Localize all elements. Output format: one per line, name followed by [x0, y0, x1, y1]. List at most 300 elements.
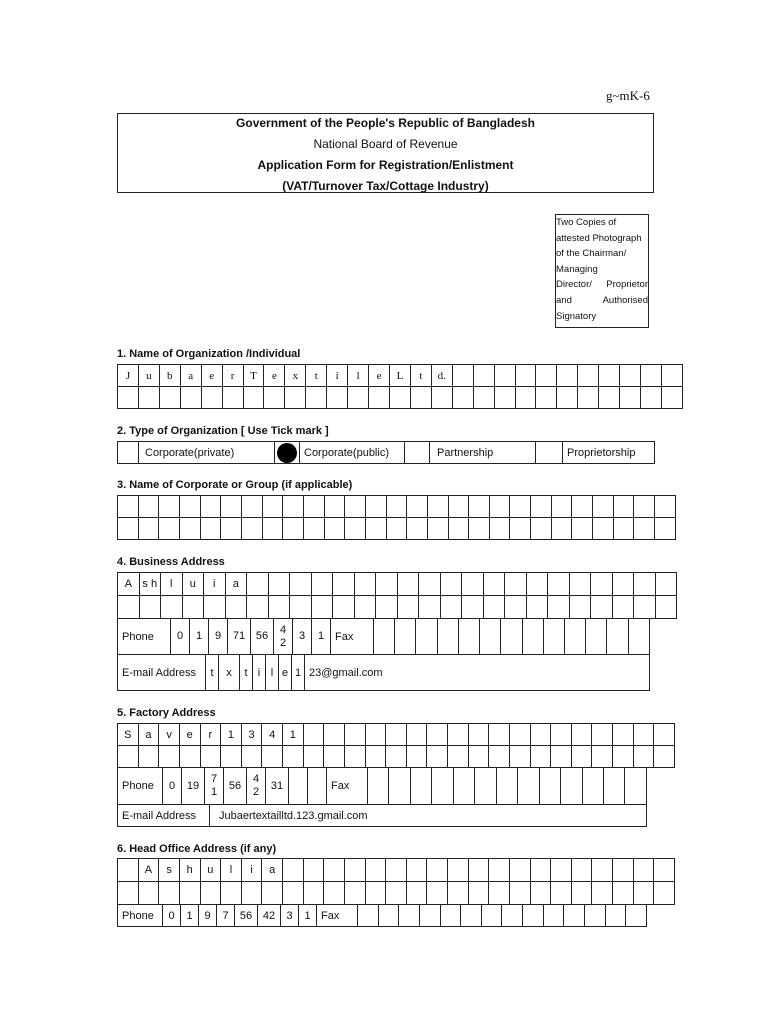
name-char-cell[interactable] [536, 365, 557, 387]
business-address-cell[interactable] [268, 573, 290, 596]
business-fax-cell[interactable] [501, 619, 522, 655]
checkbox-partnership[interactable] [405, 442, 430, 464]
factory-fax-cell[interactable] [539, 768, 560, 805]
factory-address-cell[interactable] [448, 746, 469, 768]
factory-address-cell[interactable] [571, 746, 592, 768]
name-char-cell[interactable] [180, 387, 201, 409]
checkbox-corporate-private[interactable] [118, 442, 139, 464]
factory-phone-digit[interactable]: 31 [266, 768, 289, 805]
name-char-cell[interactable]: x [285, 365, 306, 387]
corporate-char-cell[interactable] [655, 518, 676, 540]
business-address-cell[interactable] [225, 596, 247, 619]
name-char-cell[interactable] [243, 387, 264, 409]
business-fax-cell[interactable] [564, 619, 585, 655]
head-office-address-cell[interactable] [468, 882, 489, 905]
head-office-address-cell[interactable] [283, 859, 304, 882]
head-office-address-cell[interactable] [324, 882, 345, 905]
corporate-char-cell[interactable] [510, 518, 531, 540]
head-office-address-cell[interactable] [613, 859, 634, 882]
factory-fax-cell[interactable] [561, 768, 582, 805]
business-address-cell[interactable]: a [225, 573, 247, 596]
factory-address-cell[interactable] [262, 746, 283, 768]
factory-fax-cell[interactable] [518, 768, 539, 805]
factory-address-cell[interactable]: 1 [221, 724, 242, 746]
head-office-address-cell[interactable]: i [241, 859, 262, 882]
head-office-address-cell[interactable] [654, 882, 675, 905]
name-char-cell[interactable] [661, 387, 682, 409]
head-office-fax-cell[interactable] [481, 905, 502, 927]
name-char-cell[interactable] [327, 387, 348, 409]
business-fax-cell[interactable] [374, 619, 395, 655]
business-address-cell[interactable] [634, 573, 656, 596]
business-address-cell[interactable] [247, 596, 269, 619]
head-office-address-cell[interactable]: u [200, 859, 221, 882]
factory-address-cell[interactable] [509, 746, 530, 768]
business-fax-cell[interactable] [607, 619, 628, 655]
name-char-cell[interactable] [369, 387, 390, 409]
factory-address-cell[interactable] [427, 724, 448, 746]
corporate-char-cell[interactable] [531, 496, 552, 518]
head-office-address-cell[interactable] [551, 882, 572, 905]
factory-address-cell[interactable]: v [159, 724, 180, 746]
business-address-cell[interactable] [526, 573, 548, 596]
corporate-char-cell[interactable] [448, 518, 469, 540]
head-office-fax-cell[interactable] [502, 905, 523, 927]
business-phone-digit[interactable]: 3 [293, 619, 312, 655]
head-office-address-cell[interactable] [571, 882, 592, 905]
name-char-cell[interactable] [348, 387, 369, 409]
business-address-cell[interactable] [290, 596, 312, 619]
name-char-cell[interactable] [306, 387, 327, 409]
business-fax-cell[interactable] [628, 619, 649, 655]
name-char-cell[interactable]: u [138, 365, 159, 387]
factory-address-cell[interactable] [241, 746, 262, 768]
corporate-char-cell[interactable] [303, 496, 324, 518]
head-office-address-cell[interactable] [324, 859, 345, 882]
factory-address-cell[interactable]: 4 [262, 724, 283, 746]
factory-address-cell[interactable] [386, 746, 407, 768]
business-address-cell[interactable]: i [204, 573, 226, 596]
business-email-char[interactable]: t [240, 655, 253, 691]
business-email-char[interactable]: e [279, 655, 292, 691]
head-office-address-cell[interactable] [633, 882, 654, 905]
head-office-address-cell[interactable] [448, 882, 469, 905]
corporate-char-cell[interactable] [138, 496, 159, 518]
factory-fax-cell[interactable] [582, 768, 603, 805]
head-office-address-cell[interactable] [221, 882, 242, 905]
head-office-address-cell[interactable] [489, 859, 510, 882]
head-office-address-cell[interactable] [303, 859, 324, 882]
business-address-cell[interactable] [204, 596, 226, 619]
head-office-address-cell[interactable] [138, 882, 159, 905]
factory-address-cell[interactable] [324, 746, 345, 768]
corporate-char-cell[interactable] [365, 496, 386, 518]
business-address-cell[interactable] [655, 596, 677, 619]
head-office-address-cell[interactable] [613, 882, 634, 905]
factory-address-cell[interactable] [365, 746, 386, 768]
name-char-cell[interactable]: b [159, 365, 180, 387]
business-email-char[interactable]: i [253, 655, 266, 691]
name-char-cell[interactable] [557, 365, 578, 387]
factory-fax-cell[interactable] [625, 768, 647, 805]
business-fax-cell[interactable] [416, 619, 437, 655]
factory-address-cell[interactable] [138, 746, 159, 768]
factory-fax-cell[interactable] [603, 768, 624, 805]
factory-fax-cell[interactable] [496, 768, 517, 805]
business-address-cell[interactable] [161, 596, 183, 619]
business-phone-digit[interactable]: 0 [171, 619, 190, 655]
head-office-address-cell[interactable] [530, 882, 551, 905]
factory-address-cell[interactable] [303, 724, 324, 746]
head-office-address-cell[interactable] [344, 859, 365, 882]
business-address-cell[interactable] [655, 573, 677, 596]
business-address-cell[interactable] [247, 573, 269, 596]
checkbox-corporate-public[interactable] [275, 442, 300, 464]
name-char-cell[interactable]: t [306, 365, 327, 387]
head-office-address-cell[interactable]: a [262, 859, 283, 882]
head-office-address-cell[interactable] [344, 882, 365, 905]
factory-phone-digit[interactable]: 7 1 [205, 768, 224, 805]
business-address-cell[interactable] [634, 596, 656, 619]
name-char-cell[interactable] [452, 387, 473, 409]
business-address-cell[interactable] [612, 596, 634, 619]
name-char-cell[interactable] [515, 387, 536, 409]
head-office-address-cell[interactable] [448, 859, 469, 882]
business-address-cell[interactable] [505, 573, 527, 596]
head-office-fax-cell[interactable] [419, 905, 440, 927]
business-address-cell[interactable]: u [182, 573, 204, 596]
corporate-char-cell[interactable] [159, 518, 180, 540]
corporate-char-cell[interactable] [634, 496, 655, 518]
head-office-fax-cell[interactable] [585, 905, 606, 927]
business-address-cell[interactable] [505, 596, 527, 619]
corporate-char-cell[interactable] [613, 496, 634, 518]
factory-address-cell[interactable] [221, 746, 242, 768]
factory-address-cell[interactable] [530, 724, 551, 746]
business-fax-cell[interactable] [395, 619, 416, 655]
head-office-address-cell[interactable] [530, 859, 551, 882]
corporate-char-cell[interactable] [572, 496, 593, 518]
head-office-address-cell[interactable] [509, 882, 530, 905]
name-char-cell[interactable] [410, 387, 431, 409]
head-office-address-cell[interactable] [365, 882, 386, 905]
corporate-char-cell[interactable] [138, 518, 159, 540]
business-address-cell[interactable] [118, 596, 140, 619]
corporate-char-cell[interactable] [262, 518, 283, 540]
business-address-cell[interactable] [139, 596, 161, 619]
name-char-cell[interactable]: e [201, 365, 222, 387]
name-char-cell[interactable] [620, 387, 641, 409]
name-char-cell[interactable]: i [327, 365, 348, 387]
business-address-cell[interactable] [333, 573, 355, 596]
business-address-cell[interactable] [462, 573, 484, 596]
factory-address-cell[interactable] [448, 724, 469, 746]
business-address-cell[interactable]: l [161, 573, 183, 596]
business-phone-digit[interactable]: 1 [190, 619, 209, 655]
business-phone-digit[interactable]: 9 [209, 619, 228, 655]
name-char-cell[interactable]: e [369, 365, 390, 387]
corporate-char-cell[interactable] [118, 496, 139, 518]
factory-fax-cell[interactable] [410, 768, 431, 805]
head-office-address-cell[interactable] [592, 859, 613, 882]
head-office-fax-cell[interactable] [461, 905, 482, 927]
corporate-char-cell[interactable] [324, 518, 345, 540]
factory-address-cell[interactable] [530, 746, 551, 768]
factory-address-cell[interactable] [324, 724, 345, 746]
factory-address-cell[interactable] [489, 724, 510, 746]
business-address-cell[interactable]: A [118, 573, 140, 596]
head-office-address-cell[interactable] [386, 859, 407, 882]
corporate-char-cell[interactable] [118, 518, 139, 540]
factory-address-cell[interactable] [159, 746, 180, 768]
factory-address-cell[interactable] [509, 724, 530, 746]
name-char-cell[interactable] [494, 387, 515, 409]
head-office-address-cell[interactable] [118, 859, 139, 882]
name-char-cell[interactable]: J [118, 365, 139, 387]
business-email-rest[interactable]: 23@gmail.com [305, 655, 650, 691]
factory-address-cell[interactable] [489, 746, 510, 768]
business-address-cell[interactable] [591, 596, 613, 619]
business-address-cell[interactable] [612, 573, 634, 596]
head-office-address-cell[interactable] [551, 859, 572, 882]
corporate-char-cell[interactable] [345, 518, 366, 540]
factory-address-cell[interactable] [468, 746, 489, 768]
factory-address-cell[interactable] [468, 724, 489, 746]
name-char-cell[interactable] [599, 387, 620, 409]
business-address-cell[interactable] [569, 573, 591, 596]
corporate-char-cell[interactable] [283, 496, 304, 518]
head-office-phone-digit[interactable]: 9 [199, 905, 217, 927]
business-address-cell[interactable] [333, 596, 355, 619]
head-office-address-cell[interactable] [241, 882, 262, 905]
head-office-address-cell[interactable] [262, 882, 283, 905]
head-office-address-cell[interactable] [179, 882, 200, 905]
business-address-cell[interactable] [591, 573, 613, 596]
name-char-cell[interactable] [661, 365, 682, 387]
head-office-fax-cell[interactable] [543, 905, 564, 927]
factory-address-cell[interactable]: 1 [283, 724, 304, 746]
business-address-cell[interactable] [376, 573, 398, 596]
name-char-cell[interactable] [264, 387, 285, 409]
factory-address-cell[interactable] [551, 724, 572, 746]
head-office-phone-digit[interactable]: 3 [281, 905, 299, 927]
factory-address-cell[interactable] [344, 746, 365, 768]
corporate-char-cell[interactable] [655, 496, 676, 518]
business-address-cell[interactable] [419, 573, 441, 596]
corporate-char-cell[interactable] [489, 496, 510, 518]
name-char-cell[interactable]: a [180, 365, 201, 387]
business-address-cell[interactable] [483, 596, 505, 619]
factory-address-cell[interactable] [179, 746, 200, 768]
factory-address-cell[interactable] [654, 724, 675, 746]
corporate-char-cell[interactable] [551, 496, 572, 518]
name-char-cell[interactable] [138, 387, 159, 409]
business-address-cell[interactable] [311, 573, 333, 596]
factory-address-cell[interactable] [571, 724, 592, 746]
factory-email-value[interactable]: Jubaertextailltd.123.gmail.com [210, 805, 647, 827]
name-char-cell[interactable] [452, 365, 473, 387]
corporate-char-cell[interactable] [510, 496, 531, 518]
business-address-cell[interactable] [569, 596, 591, 619]
head-office-address-cell[interactable] [633, 859, 654, 882]
business-fax-cell[interactable] [586, 619, 607, 655]
name-char-cell[interactable] [641, 365, 662, 387]
business-phone-digit[interactable]: 4 2 [274, 619, 293, 655]
factory-address-cell[interactable]: r [200, 724, 221, 746]
business-address-cell[interactable] [290, 573, 312, 596]
factory-fax-cell[interactable] [432, 768, 453, 805]
corporate-char-cell[interactable] [469, 496, 490, 518]
corporate-char-cell[interactable] [179, 496, 200, 518]
business-address-cell[interactable] [182, 596, 204, 619]
corporate-char-cell[interactable] [386, 518, 407, 540]
head-office-fax-cell[interactable] [605, 905, 626, 927]
corporate-char-cell[interactable] [221, 496, 242, 518]
factory-address-cell[interactable] [365, 724, 386, 746]
head-office-fax-cell[interactable] [399, 905, 420, 927]
corporate-char-cell[interactable] [407, 518, 428, 540]
factory-address-cell[interactable]: S [118, 724, 139, 746]
name-char-cell[interactable] [578, 387, 599, 409]
factory-address-cell[interactable] [406, 746, 427, 768]
head-office-address-cell[interactable] [303, 882, 324, 905]
factory-address-cell[interactable] [633, 746, 654, 768]
head-office-address-cell[interactable] [427, 882, 448, 905]
factory-phone-digit[interactable]: 0 [163, 768, 182, 805]
name-char-cell[interactable]: r [222, 365, 243, 387]
name-char-cell[interactable]: d. [431, 365, 452, 387]
head-office-address-cell[interactable] [592, 882, 613, 905]
factory-address-cell[interactable] [427, 746, 448, 768]
corporate-char-cell[interactable] [200, 518, 221, 540]
business-address-cell[interactable] [483, 573, 505, 596]
business-fax-cell[interactable] [458, 619, 479, 655]
name-char-cell[interactable] [599, 365, 620, 387]
name-char-cell[interactable]: L [389, 365, 410, 387]
name-char-cell[interactable] [473, 387, 494, 409]
business-phone-digit[interactable]: 56 [251, 619, 274, 655]
head-office-address-cell[interactable] [489, 882, 510, 905]
corporate-char-cell[interactable] [365, 518, 386, 540]
name-char-cell[interactable]: l [348, 365, 369, 387]
corporate-char-cell[interactable] [427, 518, 448, 540]
corporate-char-cell[interactable] [241, 518, 262, 540]
corporate-char-cell[interactable] [200, 496, 221, 518]
business-address-cell[interactable] [397, 596, 419, 619]
corporate-char-cell[interactable] [448, 496, 469, 518]
name-char-cell[interactable] [557, 387, 578, 409]
head-office-address-cell[interactable] [159, 882, 180, 905]
name-char-cell[interactable] [389, 387, 410, 409]
name-char-cell[interactable] [118, 387, 139, 409]
factory-address-cell[interactable]: a [138, 724, 159, 746]
head-office-phone-digit[interactable]: 0 [163, 905, 181, 927]
head-office-fax-cell[interactable] [440, 905, 461, 927]
business-address-cell[interactable] [440, 596, 462, 619]
head-office-address-cell[interactable] [118, 882, 139, 905]
head-office-address-cell[interactable] [427, 859, 448, 882]
corporate-char-cell[interactable] [531, 518, 552, 540]
head-office-address-cell[interactable]: h [179, 859, 200, 882]
business-fax-cell[interactable] [543, 619, 564, 655]
head-office-address-cell[interactable]: l [221, 859, 242, 882]
corporate-char-cell[interactable] [283, 518, 304, 540]
name-char-cell[interactable] [222, 387, 243, 409]
factory-address-cell[interactable] [283, 746, 304, 768]
corporate-char-cell[interactable] [303, 518, 324, 540]
head-office-phone-digit[interactable]: 1 [181, 905, 199, 927]
name-char-cell[interactable]: e [264, 365, 285, 387]
factory-phone-cell[interactable] [308, 768, 327, 805]
checkbox-proprietorship[interactable] [536, 442, 563, 464]
factory-phone-digit[interactable]: 19 [182, 768, 205, 805]
corporate-char-cell[interactable] [407, 496, 428, 518]
name-char-cell[interactable] [620, 365, 641, 387]
factory-address-cell[interactable]: e [179, 724, 200, 746]
business-address-cell[interactable] [354, 596, 376, 619]
factory-fax-cell[interactable] [389, 768, 410, 805]
head-office-fax-cell[interactable] [626, 905, 647, 927]
factory-address-cell[interactable] [200, 746, 221, 768]
business-fax-cell[interactable] [480, 619, 501, 655]
factory-address-cell[interactable] [613, 724, 634, 746]
head-office-address-cell[interactable] [509, 859, 530, 882]
business-phone-digit[interactable]: 71 [228, 619, 251, 655]
factory-address-cell[interactable] [406, 724, 427, 746]
factory-address-cell[interactable] [386, 724, 407, 746]
name-char-cell[interactable] [494, 365, 515, 387]
corporate-char-cell[interactable] [593, 518, 614, 540]
corporate-char-cell[interactable] [159, 496, 180, 518]
head-office-fax-cell[interactable] [358, 905, 379, 927]
factory-address-cell[interactable] [592, 746, 613, 768]
business-address-cell[interactable] [419, 596, 441, 619]
corporate-char-cell[interactable] [634, 518, 655, 540]
business-address-cell[interactable] [376, 596, 398, 619]
factory-address-cell[interactable] [303, 746, 324, 768]
business-email-char[interactable]: x [219, 655, 240, 691]
head-office-phone-digit[interactable]: 1 [299, 905, 317, 927]
corporate-char-cell[interactable] [572, 518, 593, 540]
factory-fax-cell[interactable] [453, 768, 474, 805]
head-office-phone-digit[interactable]: 42 [258, 905, 281, 927]
name-char-cell[interactable]: T [243, 365, 264, 387]
factory-phone-digit[interactable]: 56 [224, 768, 247, 805]
corporate-char-cell[interactable] [613, 518, 634, 540]
factory-address-cell[interactable]: 3 [241, 724, 262, 746]
photo-placeholder[interactable] [555, 214, 649, 328]
name-char-cell[interactable] [431, 387, 452, 409]
business-address-cell[interactable] [548, 573, 570, 596]
head-office-address-cell[interactable]: A [138, 859, 159, 882]
name-char-cell[interactable] [159, 387, 180, 409]
name-char-cell[interactable] [285, 387, 306, 409]
factory-address-cell[interactable] [633, 724, 654, 746]
corporate-char-cell[interactable] [427, 496, 448, 518]
corporate-char-cell[interactable] [469, 518, 490, 540]
head-office-address-cell[interactable]: s [159, 859, 180, 882]
factory-fax-cell[interactable] [368, 768, 389, 805]
corporate-char-cell[interactable] [593, 496, 614, 518]
business-phone-digit[interactable]: 1 [312, 619, 331, 655]
head-office-address-cell[interactable] [365, 859, 386, 882]
corporate-char-cell[interactable] [489, 518, 510, 540]
head-office-fax-cell[interactable] [564, 905, 585, 927]
business-address-cell[interactable] [548, 596, 570, 619]
name-char-cell[interactable] [536, 387, 557, 409]
factory-address-cell[interactable] [613, 746, 634, 768]
business-address-cell[interactable] [440, 573, 462, 596]
